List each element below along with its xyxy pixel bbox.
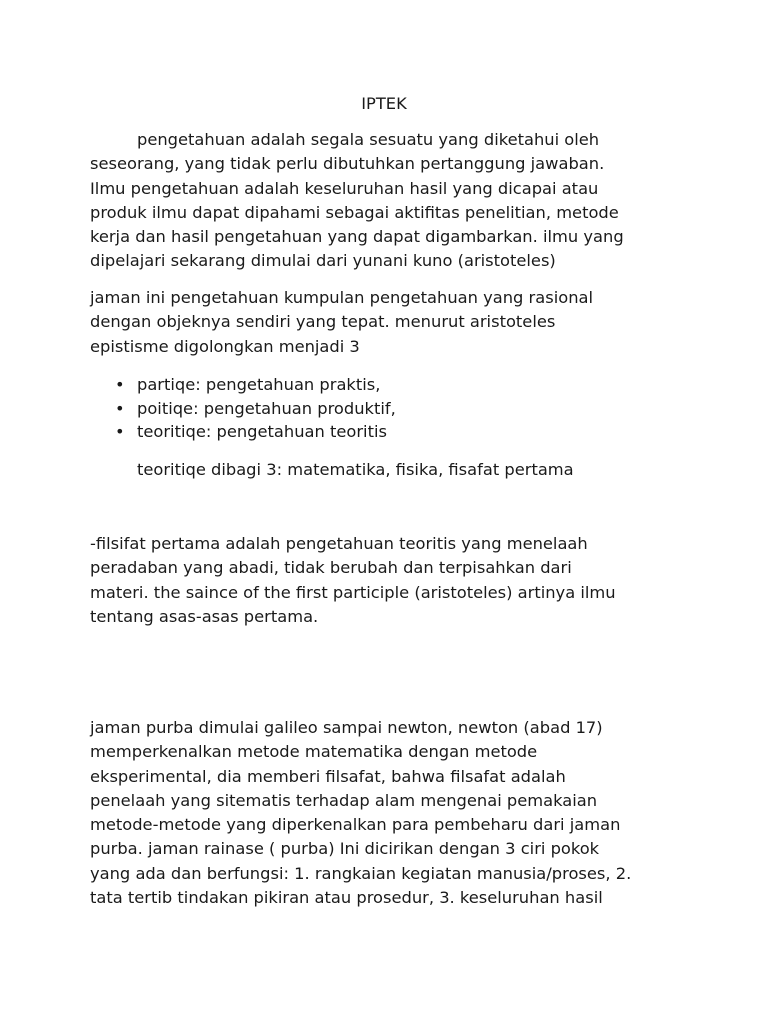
text-line: metode-metode yang diperkenalkan para pembeharu dari jaman [90,815,621,835]
bullet-list [90,373,690,444]
text-line: eksperimental, dia memberi filsafat, bahwa filsafat adalah [90,766,566,786]
list-item [90,397,690,421]
paragraph-2 [90,286,690,359]
list-item-text: teoritiqe: pengetahuan teoritis [137,422,387,441]
text-line: kerja dan hasil pengetahuan yang dapat digambarkan. ilmu yang [90,227,624,247]
text-line: penelaah yang sitematis terhadap alam mengenai pemakaian [90,790,598,810]
text-line: memperkenalkan metode matematika dengan metode [90,742,538,762]
text-line: epistisme digolongkan menjadi 3 [90,336,360,356]
list-item-text: poitiqe: pengetahuan produktif, [137,398,396,418]
list-item [90,420,690,444]
text-line: teoritiqe dibagi 3: matematika, fisika, fisafat pertama [137,460,574,479]
text-line: jaman purba dimulai galileo sampai newton, newton (abad 17) [90,718,603,737]
bullet-dot-icon: • [115,398,125,418]
text-line: jaman ini pengetahuan kumpulan pengetahuan yang rasional [90,288,594,307]
paragraph-4 [90,532,690,629]
text-line: dengan objeknya sendiri yang tepat. menurut aristoteles [90,312,556,332]
text-line: Ilmu pengetahuan adalah keseluruhan hasil yang dicapai atau [90,178,599,198]
bullet-dot-icon: • [115,375,125,394]
text-line: peradaban yang abadi, tidak berubah dan terpisahkan dari [90,558,572,578]
document-title: IPTEK [361,94,407,113]
text-line: tata tertib tindakan pikiran atau prosedur, 3. keseluruhan hasil [90,888,603,908]
text-line: purba. jaman rainase ( purba) Ini dicirikan dengan 3 ciri pokok [90,839,600,859]
list-item [90,373,690,397]
text-line: pengetahuan adalah segala sesuatu yang diketahui oleh [137,130,600,149]
text-line: tentang asas-asas pertama. [90,606,319,626]
bullet-dot-icon: • [115,422,125,441]
text-line: materi. the saince of the first participle (aristoteles) artinya ilmu [90,582,616,602]
paragraph-5 [90,716,690,910]
text-line: seseorang, yang tidak perlu dibutuhkan pertanggung jawaban. [90,154,605,174]
list-item-text: partiqe: pengetahuan praktis, [137,375,381,394]
text-line: yang ada dan berfungsi: 1. rangkaian kegiatan manusia/proses, 2. [90,863,632,883]
text-line: dipelajari sekarang dimulai dari yunani kuno (aristoteles) [90,251,556,271]
paragraph-3 [90,458,690,482]
paragraph-1 [90,128,690,274]
text-line: produk ilmu dapat dipahami sebagai aktifitas penelitian, metode [90,202,619,222]
text-line: -filsifat pertama adalah pengetahuan teoritis yang menelaah [90,534,588,553]
